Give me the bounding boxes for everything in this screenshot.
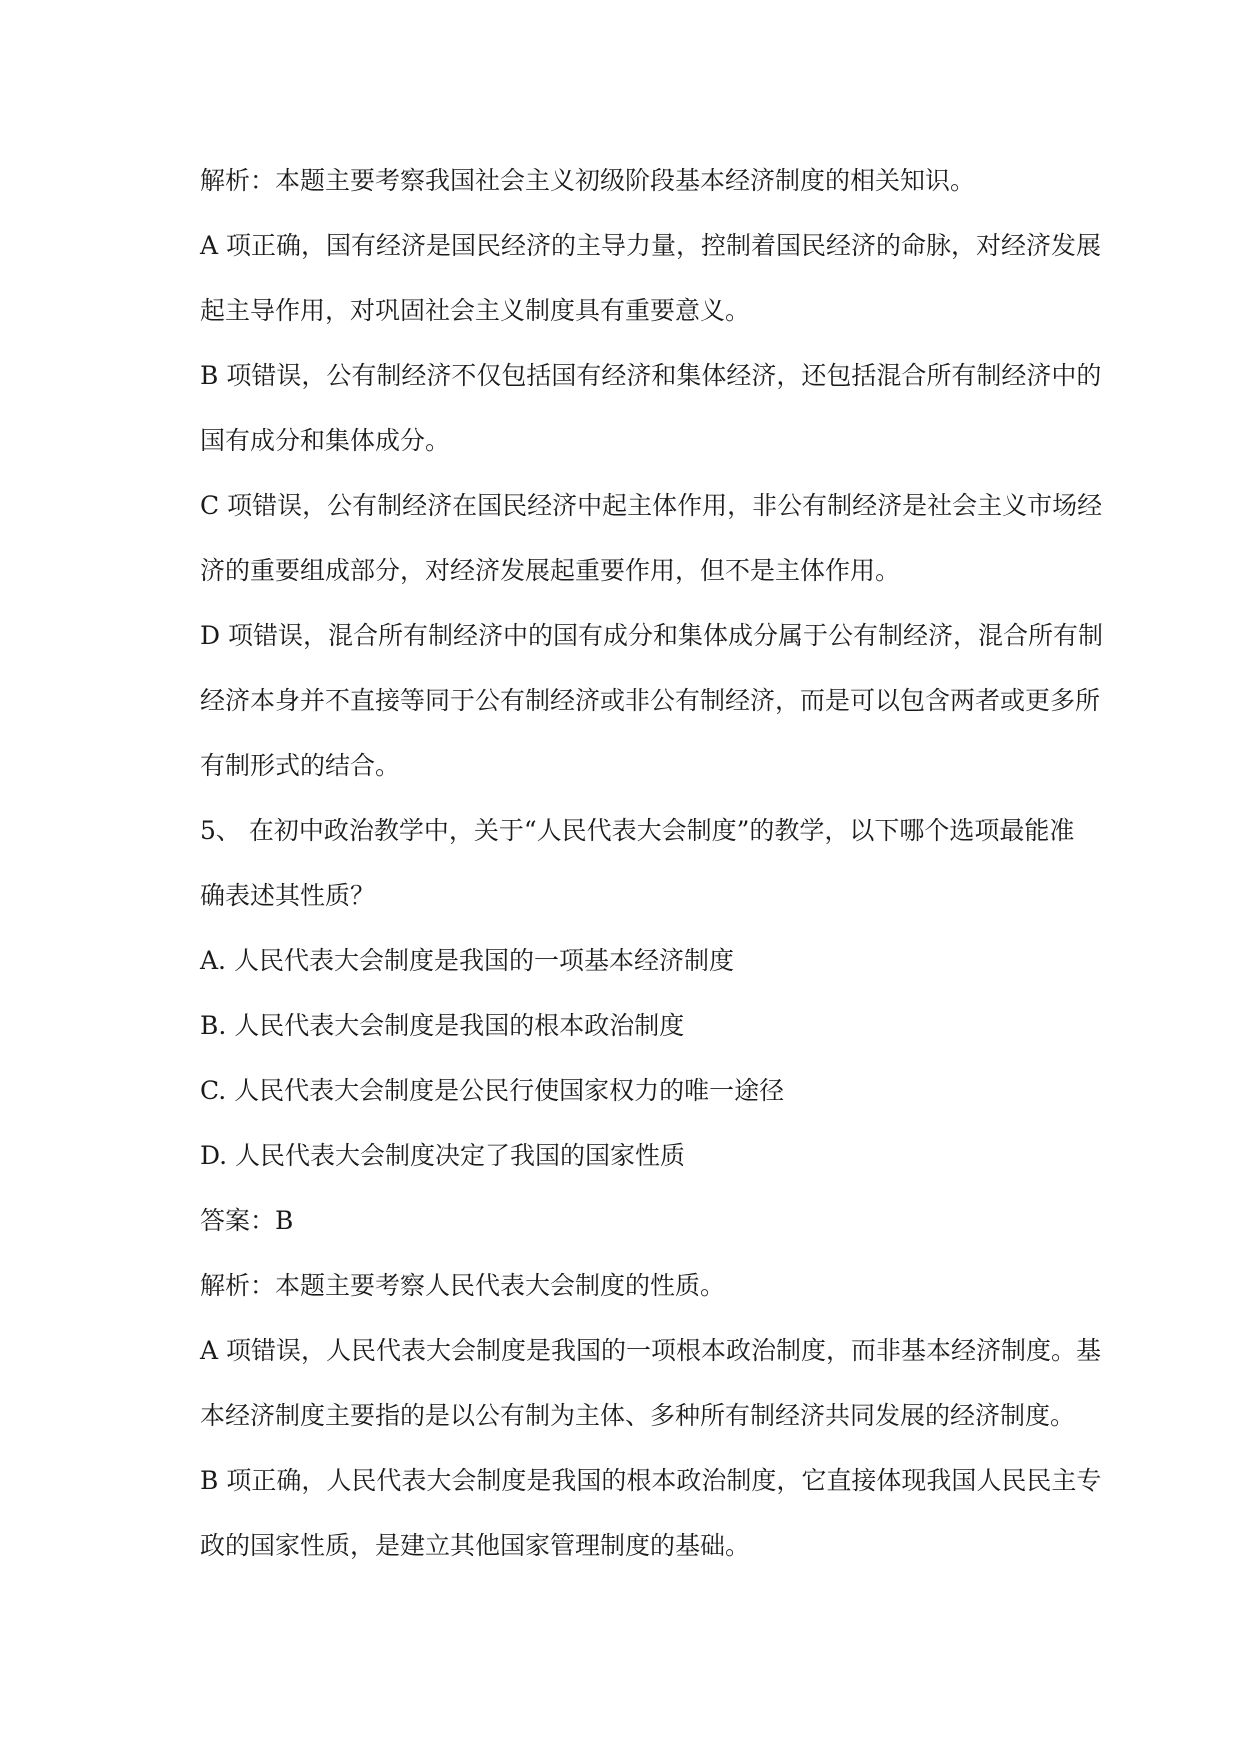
text-line: 5、 在初中政治教学中，关于“人民代表大会制度”的教学，以下哪个选项最能准 xyxy=(200,816,1075,845)
analysis-option-a xyxy=(200,213,1102,343)
text-line: B 项错误，公有制经济不仅包括国有经济和集体经济，还包括混合所有制经济中的 xyxy=(200,361,1102,390)
analysis-option-b xyxy=(200,1448,1102,1578)
text-line: 国有成分和集体成分。 xyxy=(200,426,451,455)
analysis-option-b xyxy=(200,343,1102,473)
choice-b: B. 人民代表大会制度是我国的根本政治制度 xyxy=(200,1011,685,1040)
analysis-intro: 解析：本题主要考察我国社会主义初级阶段基本经济制度的相关知识。 xyxy=(200,166,976,195)
text-line: 有制形式的结合。 xyxy=(200,751,401,780)
question-stem xyxy=(200,798,1085,928)
choice-d: D. 人民代表大会制度决定了我国的国家性质 xyxy=(200,1141,686,1170)
text-line: D 项错误，混合所有制经济中的国有成分和集体成分属于公有制经济，混合所有制 xyxy=(200,621,1103,650)
text-line: C 项错误，公有制经济在国民经济中起主体作用，非公有制经济是社会主义市场经 xyxy=(200,491,1103,520)
text-line: 济的重要组成部分，对经济发展起重要作用，但不是主体作用。 xyxy=(200,556,901,585)
analysis-option-a xyxy=(200,1318,1102,1448)
text-line: B 项正确，人民代表大会制度是我国的根本政治制度，它直接体现我国人民民主专 xyxy=(200,1466,1102,1495)
text-line: 经济本身并不直接等同于公有制经济或非公有制经济，而是可以包含两者或更多所 xyxy=(200,686,1101,715)
question-choices xyxy=(200,928,1085,1188)
analysis-option-c xyxy=(200,473,1103,603)
text-line: 起主导作用，对巩固社会主义制度具有重要意义。 xyxy=(200,296,751,325)
text-line: 政的国家性质，是建立其他国家管理制度的基础。 xyxy=(200,1531,751,1560)
choice-a: A. 人民代表大会制度是我国的一项基本经济制度 xyxy=(200,946,734,975)
answer-line: 答案：B xyxy=(200,1206,294,1235)
analysis-intro: 解析：本题主要考察人民代表大会制度的性质。 xyxy=(200,1271,726,1300)
analysis-option-d xyxy=(200,603,1103,798)
text-line: 确表述其性质？ xyxy=(200,881,376,910)
choice-c: C. 人民代表大会制度是公民行使国家权力的唯一途径 xyxy=(200,1076,785,1105)
document-body xyxy=(200,148,1103,1578)
text-line: A 项错误，人民代表大会制度是我国的一项根本政治制度，而非基本经济制度。基 xyxy=(200,1336,1102,1365)
text-line: A 项正确，国有经济是国民经济的主导力量，控制着国民经济的命脉，对经济发展 xyxy=(200,231,1102,260)
text-line: 本经济制度主要指的是以公有制为主体、多种所有制经济共同发展的经济制度。 xyxy=(200,1401,1076,1430)
